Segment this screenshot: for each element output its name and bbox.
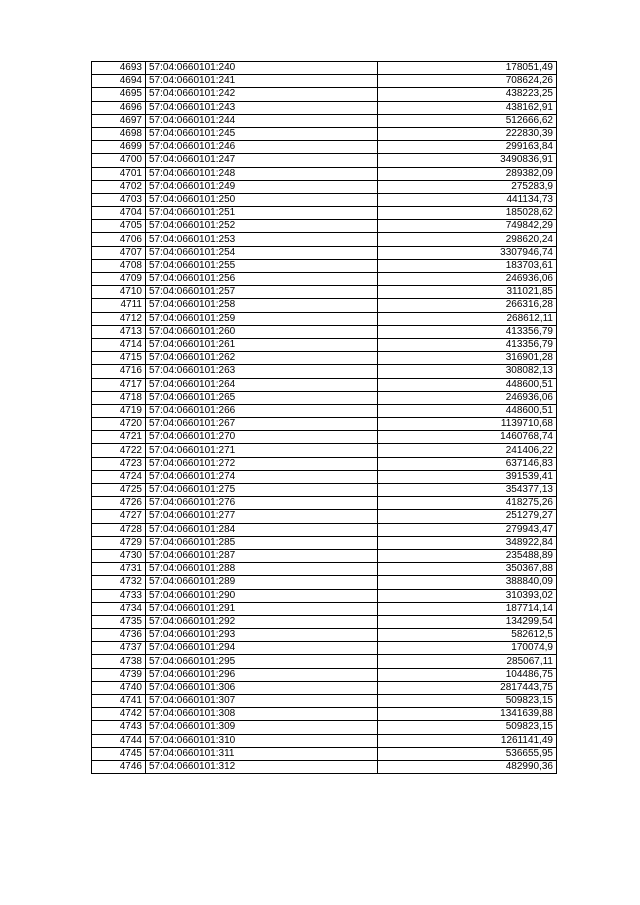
cadastral-value-cell: 448600,51	[378, 378, 557, 391]
row-number-cell: 4700	[92, 154, 146, 167]
table-row	[92, 760, 557, 773]
row-number-cell: 4725	[92, 484, 146, 497]
cadastral-number-cell: 57:04:0660101:245	[146, 127, 378, 140]
cadastral-value-cell: 235488,89	[378, 549, 557, 562]
cadastral-number-cell: 57:04:0660101:259	[146, 312, 378, 325]
cadastral-value-cell: 310393,02	[378, 589, 557, 602]
row-number-cell: 4702	[92, 180, 146, 193]
row-number-cell: 4735	[92, 615, 146, 628]
row-number-cell: 4746	[92, 760, 146, 773]
table-row	[92, 114, 557, 127]
cadastral-value-cell: 418275,26	[378, 497, 557, 510]
table-row	[92, 141, 557, 154]
row-number-cell: 4724	[92, 470, 146, 483]
cadastral-number-cell: 57:04:0660101:247	[146, 154, 378, 167]
row-number-cell: 4715	[92, 352, 146, 365]
table-row	[92, 708, 557, 721]
row-number-cell: 4741	[92, 695, 146, 708]
cadastral-number-cell: 57:04:0660101:262	[146, 352, 378, 365]
cadastral-value-cell: 391539,41	[378, 470, 557, 483]
cadastral-number-cell: 57:04:0660101:267	[146, 418, 378, 431]
table-row	[92, 365, 557, 378]
cadastral-number-cell: 57:04:0660101:277	[146, 510, 378, 523]
row-number-cell: 4733	[92, 589, 146, 602]
row-number-cell: 4742	[92, 708, 146, 721]
table-row	[92, 470, 557, 483]
cadastral-value-cell: 438223,25	[378, 88, 557, 101]
table-row	[92, 563, 557, 576]
row-number-cell: 4709	[92, 273, 146, 286]
cadastral-number-cell: 57:04:0660101:258	[146, 299, 378, 312]
cadastral-value-cell: 275283,9	[378, 180, 557, 193]
cadastral-number-cell: 57:04:0660101:272	[146, 457, 378, 470]
row-number-cell: 4745	[92, 747, 146, 760]
cadastral-number-cell: 57:04:0660101:264	[146, 378, 378, 391]
table-row	[92, 576, 557, 589]
cadastral-value-cell: 637146,83	[378, 457, 557, 470]
table-row	[92, 497, 557, 510]
table-row	[92, 404, 557, 417]
table-row	[92, 378, 557, 391]
table-row	[92, 180, 557, 193]
cadastral-number-cell: 57:04:0660101:276	[146, 497, 378, 510]
cadastral-value-cell: 178051,49	[378, 62, 557, 75]
row-number-cell: 4737	[92, 642, 146, 655]
table-row	[92, 101, 557, 114]
row-number-cell: 4707	[92, 246, 146, 259]
table-row	[92, 154, 557, 167]
cadastral-value-cell: 268612,11	[378, 312, 557, 325]
cadastral-number-cell: 57:04:0660101:249	[146, 180, 378, 193]
cadastral-number-cell: 57:04:0660101:242	[146, 88, 378, 101]
cadastral-number-cell: 57:04:0660101:265	[146, 391, 378, 404]
table-row	[92, 444, 557, 457]
cadastral-value-cell: 316901,28	[378, 352, 557, 365]
cadastral-value-cell: 246936,06	[378, 273, 557, 286]
row-number-cell: 4697	[92, 114, 146, 127]
cadastral-value-cell: 582612,5	[378, 629, 557, 642]
cadastral-value-cell: 241406,22	[378, 444, 557, 457]
cadastral-number-cell: 57:04:0660101:243	[146, 101, 378, 114]
table-row	[92, 615, 557, 628]
cadastral-number-cell: 57:04:0660101:289	[146, 576, 378, 589]
cadastral-value-cell: 482990,36	[378, 760, 557, 773]
cadastral-value-cell: 298620,24	[378, 233, 557, 246]
row-number-cell: 4726	[92, 497, 146, 510]
table-row	[92, 655, 557, 668]
table-row	[92, 510, 557, 523]
cadastral-number-cell: 57:04:0660101:251	[146, 207, 378, 220]
table-row	[92, 338, 557, 351]
cadastral-value-cell: 222830,39	[378, 127, 557, 140]
row-number-cell: 4729	[92, 536, 146, 549]
row-number-cell: 4706	[92, 233, 146, 246]
table-row	[92, 88, 557, 101]
cadastral-number-cell: 57:04:0660101:287	[146, 549, 378, 562]
table-row	[92, 299, 557, 312]
cadastral-number-cell: 57:04:0660101:293	[146, 629, 378, 642]
cadastral-value-table	[91, 61, 557, 774]
row-number-cell: 4723	[92, 457, 146, 470]
cadastral-value-cell: 266316,28	[378, 299, 557, 312]
cadastral-value-cell: 512666,62	[378, 114, 557, 127]
row-number-cell: 4710	[92, 286, 146, 299]
table-row	[92, 629, 557, 642]
table-row	[92, 286, 557, 299]
cadastral-number-cell: 57:04:0660101:246	[146, 141, 378, 154]
cadastral-value-cell: 509823,15	[378, 721, 557, 734]
cadastral-number-cell: 57:04:0660101:310	[146, 734, 378, 747]
cadastral-value-cell: 183703,61	[378, 259, 557, 272]
table-body	[92, 62, 557, 774]
cadastral-number-cell: 57:04:0660101:263	[146, 365, 378, 378]
table-row	[92, 549, 557, 562]
cadastral-value-cell: 246936,06	[378, 391, 557, 404]
table-row	[92, 167, 557, 180]
row-number-cell: 4722	[92, 444, 146, 457]
cadastral-value-cell: 388840,09	[378, 576, 557, 589]
cadastral-number-cell: 57:04:0660101:294	[146, 642, 378, 655]
cadastral-number-cell: 57:04:0660101:311	[146, 747, 378, 760]
cadastral-number-cell: 57:04:0660101:275	[146, 484, 378, 497]
cadastral-number-cell: 57:04:0660101:240	[146, 62, 378, 75]
row-number-cell: 4699	[92, 141, 146, 154]
cadastral-number-cell: 57:04:0660101:241	[146, 75, 378, 88]
cadastral-value-cell: 413356,79	[378, 325, 557, 338]
row-number-cell: 4694	[92, 75, 146, 88]
cadastral-value-cell: 289382,09	[378, 167, 557, 180]
cadastral-value-cell: 279943,47	[378, 523, 557, 536]
cadastral-value-cell: 1460768,74	[378, 431, 557, 444]
row-number-cell: 4730	[92, 549, 146, 562]
cadastral-value-cell: 285067,11	[378, 655, 557, 668]
cadastral-number-cell: 57:04:0660101:253	[146, 233, 378, 246]
table-row	[92, 523, 557, 536]
table-row	[92, 431, 557, 444]
row-number-cell: 4743	[92, 721, 146, 734]
row-number-cell: 4719	[92, 404, 146, 417]
cadastral-value-cell: 1261141,49	[378, 734, 557, 747]
cadastral-number-cell: 57:04:0660101:244	[146, 114, 378, 127]
cadastral-value-cell: 104486,75	[378, 668, 557, 681]
cadastral-number-cell: 57:04:0660101:290	[146, 589, 378, 602]
table-row	[92, 668, 557, 681]
row-number-cell: 4720	[92, 418, 146, 431]
cadastral-number-cell: 57:04:0660101:309	[146, 721, 378, 734]
cadastral-value-cell: 509823,15	[378, 695, 557, 708]
cadastral-value-cell: 536655,95	[378, 747, 557, 760]
cadastral-value-cell: 354377,13	[378, 484, 557, 497]
cadastral-number-cell: 57:04:0660101:291	[146, 602, 378, 615]
table-row	[92, 325, 557, 338]
cadastral-number-cell: 57:04:0660101:271	[146, 444, 378, 457]
cadastral-value-cell: 1341639,88	[378, 708, 557, 721]
row-number-cell: 4716	[92, 365, 146, 378]
table-row	[92, 681, 557, 694]
cadastral-value-cell: 2817443,75	[378, 681, 557, 694]
row-number-cell: 4695	[92, 88, 146, 101]
cadastral-value-cell: 170074,9	[378, 642, 557, 655]
cadastral-value-cell: 448600,51	[378, 404, 557, 417]
cadastral-number-cell: 57:04:0660101:285	[146, 536, 378, 549]
table-row	[92, 193, 557, 206]
cadastral-number-cell: 57:04:0660101:288	[146, 563, 378, 576]
cadastral-number-cell: 57:04:0660101:270	[146, 431, 378, 444]
table-row	[92, 589, 557, 602]
table-row	[92, 536, 557, 549]
row-number-cell: 4738	[92, 655, 146, 668]
cadastral-number-cell: 57:04:0660101:308	[146, 708, 378, 721]
cadastral-number-cell: 57:04:0660101:252	[146, 220, 378, 233]
cadastral-value-cell: 708624,26	[378, 75, 557, 88]
cadastral-value-cell: 308082,13	[378, 365, 557, 378]
row-number-cell: 4704	[92, 207, 146, 220]
cadastral-value-cell: 299163,84	[378, 141, 557, 154]
cadastral-number-cell: 57:04:0660101:248	[146, 167, 378, 180]
cadastral-value-cell: 749842,29	[378, 220, 557, 233]
row-number-cell: 4744	[92, 734, 146, 747]
row-number-cell: 4721	[92, 431, 146, 444]
cadastral-number-cell: 57:04:0660101:295	[146, 655, 378, 668]
row-number-cell: 4708	[92, 259, 146, 272]
table-row	[92, 220, 557, 233]
table-row	[92, 312, 557, 325]
row-number-cell: 4736	[92, 629, 146, 642]
cadastral-value-cell: 187714,14	[378, 602, 557, 615]
table-row	[92, 457, 557, 470]
cadastral-value-cell: 251279,27	[378, 510, 557, 523]
cadastral-number-cell: 57:04:0660101:250	[146, 193, 378, 206]
table-row	[92, 233, 557, 246]
table-row	[92, 391, 557, 404]
row-number-cell: 4734	[92, 602, 146, 615]
table-row	[92, 246, 557, 259]
cadastral-number-cell: 57:04:0660101:292	[146, 615, 378, 628]
cadastral-value-cell: 185028,62	[378, 207, 557, 220]
cadastral-value-cell: 438162,91	[378, 101, 557, 114]
table-row	[92, 695, 557, 708]
cadastral-value-cell: 413356,79	[378, 338, 557, 351]
table-row	[92, 259, 557, 272]
table-row	[92, 75, 557, 88]
row-number-cell: 4731	[92, 563, 146, 576]
table-row	[92, 418, 557, 431]
row-number-cell: 4718	[92, 391, 146, 404]
table-row	[92, 721, 557, 734]
cadastral-value-cell: 1139710,68	[378, 418, 557, 431]
row-number-cell: 4701	[92, 167, 146, 180]
table-row	[92, 642, 557, 655]
cadastral-value-cell: 441134,73	[378, 193, 557, 206]
row-number-cell: 4717	[92, 378, 146, 391]
row-number-cell: 4728	[92, 523, 146, 536]
cadastral-number-cell: 57:04:0660101:312	[146, 760, 378, 773]
cadastral-value-cell: 3307946,74	[378, 246, 557, 259]
cadastral-number-cell: 57:04:0660101:284	[146, 523, 378, 536]
table-row	[92, 207, 557, 220]
cadastral-value-cell: 3490836,91	[378, 154, 557, 167]
row-number-cell: 4727	[92, 510, 146, 523]
row-number-cell: 4740	[92, 681, 146, 694]
table-row	[92, 734, 557, 747]
table-row	[92, 273, 557, 286]
table-row	[92, 62, 557, 75]
cadastral-value-cell: 311021,85	[378, 286, 557, 299]
table-row	[92, 127, 557, 140]
cadastral-number-cell: 57:04:0660101:261	[146, 338, 378, 351]
cadastral-value-cell: 350367,88	[378, 563, 557, 576]
row-number-cell: 4696	[92, 101, 146, 114]
row-number-cell: 4732	[92, 576, 146, 589]
cadastral-value-cell: 348922,84	[378, 536, 557, 549]
cadastral-number-cell: 57:04:0660101:274	[146, 470, 378, 483]
cadastral-number-cell: 57:04:0660101:256	[146, 273, 378, 286]
row-number-cell: 4713	[92, 325, 146, 338]
row-number-cell: 4693	[92, 62, 146, 75]
cadastral-number-cell: 57:04:0660101:307	[146, 695, 378, 708]
row-number-cell: 4714	[92, 338, 146, 351]
cadastral-number-cell: 57:04:0660101:254	[146, 246, 378, 259]
row-number-cell: 4739	[92, 668, 146, 681]
table-row	[92, 484, 557, 497]
table-row	[92, 602, 557, 615]
row-number-cell: 4703	[92, 193, 146, 206]
row-number-cell: 4705	[92, 220, 146, 233]
cadastral-number-cell: 57:04:0660101:255	[146, 259, 378, 272]
cadastral-number-cell: 57:04:0660101:266	[146, 404, 378, 417]
cadastral-number-cell: 57:04:0660101:257	[146, 286, 378, 299]
row-number-cell: 4711	[92, 299, 146, 312]
row-number-cell: 4698	[92, 127, 146, 140]
cadastral-value-cell: 134299,54	[378, 615, 557, 628]
cadastral-number-cell: 57:04:0660101:296	[146, 668, 378, 681]
row-number-cell: 4712	[92, 312, 146, 325]
cadastral-number-cell: 57:04:0660101:260	[146, 325, 378, 338]
table-row	[92, 352, 557, 365]
table-row	[92, 747, 557, 760]
cadastral-number-cell: 57:04:0660101:306	[146, 681, 378, 694]
